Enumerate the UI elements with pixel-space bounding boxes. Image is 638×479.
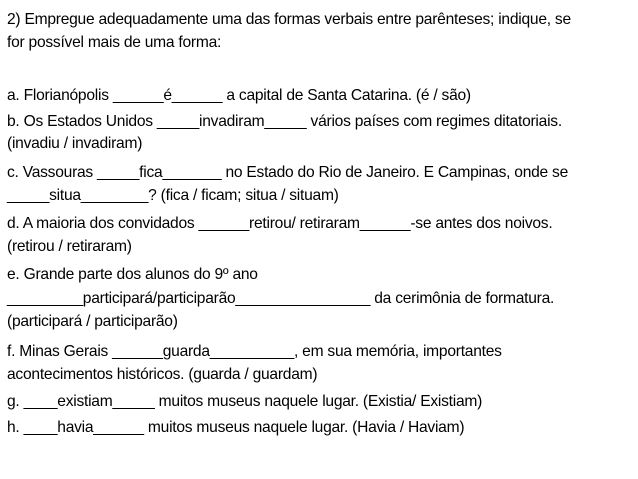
item-c-line-2: _____situa________? (fica / ficam; situa / situam) (7, 187, 339, 204)
item-e-line-1: e. Grande parte dos alunos do 9º ano (7, 266, 258, 283)
item-a: a. Florianópolis ______é______ a capital de Santa Catarina. (é / são) (7, 87, 471, 104)
item-c-line-1: c. Vassouras _____fica_______ no Estado do Rio de Janeiro. E Campinas, onde se (7, 164, 569, 181)
item-d-line-1: d. A maioria dos convidados ______retirou/ retiraram______-se antes dos noivos. (7, 215, 553, 232)
item-f-line-1: f. Minas Gerais ______guarda__________, em sua memória, importantes (7, 343, 502, 360)
item-b-line-1: b. Os Estados Unidos _____invadiram_____ vários países com regimes ditatoriais. (7, 113, 562, 130)
item-h: h. ____havia______ muitos museus naquele lugar. (Havia / Haviam) (7, 419, 465, 436)
item-e-line-3: (participará / participarão) (7, 313, 178, 330)
item-g: g. ____existiam_____ muitos museus naquele lugar. (Existia/ Existiam) (7, 393, 483, 410)
item-f-line-2: acontecimentos históricos. (guarda / guardam) (7, 366, 318, 383)
question-heading-line-1: 2) Empregue adequadamente uma das formas verbais entre parênteses; indique, se (7, 11, 571, 28)
item-b-line-2: (invadiu / invadiram) (7, 135, 143, 152)
item-e-line-2: _________participará/participarão________________ da cerimônia de formatura. (7, 290, 555, 307)
item-d-line-2: (retirou / retiraram) (7, 238, 132, 255)
question-heading-line-2: for possível mais de uma forma: (7, 34, 222, 51)
